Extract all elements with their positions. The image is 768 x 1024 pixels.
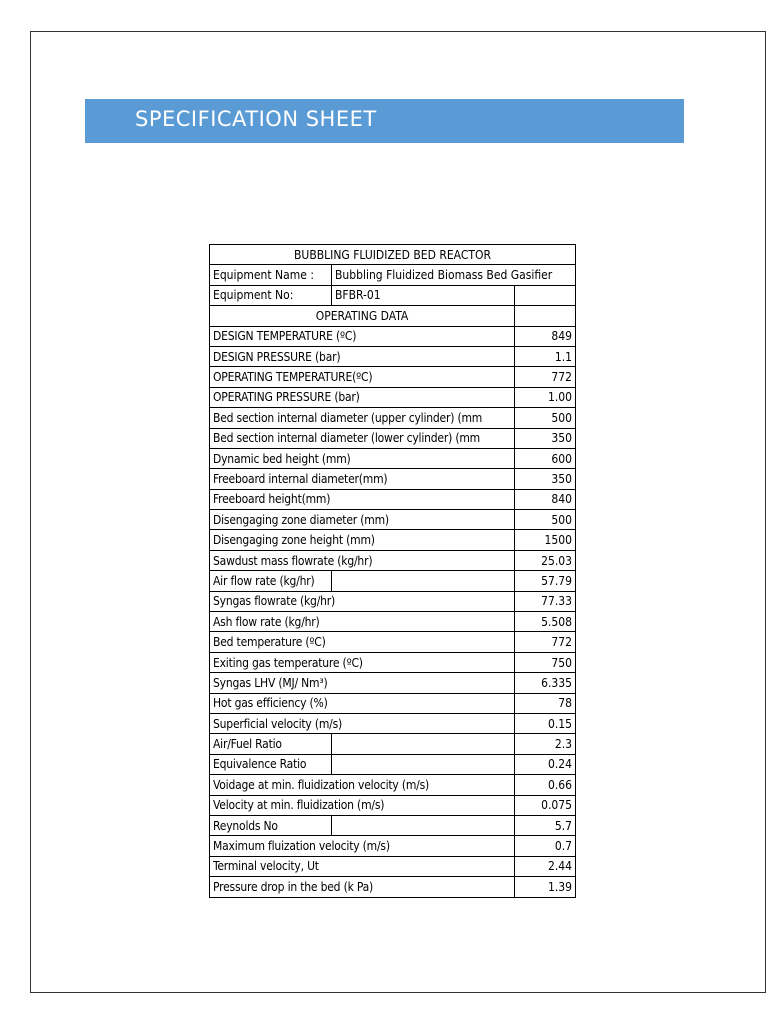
row-value: 5.7 [515, 815, 576, 835]
table-row [210, 326, 576, 346]
row-value: 25.03 [515, 550, 576, 570]
row-value: 750 [515, 652, 576, 672]
row-value: 57.79 [515, 571, 576, 591]
empty-cell [332, 815, 515, 835]
row-value: 1.39 [515, 877, 576, 897]
row-label: Bed section internal diameter (lower cylinder) (mm [210, 428, 515, 448]
empty-cell [332, 734, 515, 754]
row-label: Air flow rate (kg/hr) [210, 571, 332, 591]
row-value: 5.508 [515, 612, 576, 632]
row-label: Velocity at min. fluidization (m/s) [210, 795, 515, 815]
row-label: Disengaging zone height (mm) [210, 530, 515, 550]
page-title: SPECIFICATION SHEET [135, 107, 377, 131]
row-label: OPERATING TEMPERATURE(ºC) [210, 367, 515, 387]
table-row [210, 815, 576, 835]
row-value: 772 [515, 632, 576, 652]
table-row [210, 448, 576, 468]
table-row [210, 795, 576, 815]
row-value: 500 [515, 408, 576, 428]
table-row [210, 469, 576, 489]
table-row [210, 693, 576, 713]
row-label: OPERATING PRESSURE (bar) [210, 387, 515, 407]
empty-cell [332, 754, 515, 774]
table-row [210, 877, 576, 897]
row-value: 500 [515, 510, 576, 530]
row-value: 2.44 [515, 856, 576, 876]
table-row [210, 713, 576, 733]
row-label: Syngas LHV (MJ/ Nm³) [210, 673, 515, 693]
row-label: Freeboard internal diameter(mm) [210, 469, 515, 489]
equipment-no-value: BFBR-01 [332, 285, 515, 305]
row-value: 849 [515, 326, 576, 346]
row-label: Dynamic bed height (mm) [210, 448, 515, 468]
row-label: Air/Fuel Ratio [210, 734, 332, 754]
table-row [210, 387, 576, 407]
table-row [210, 489, 576, 509]
empty-cell [515, 285, 576, 305]
equipment-no-row [210, 285, 576, 305]
section-heading: OPERATING DATA [210, 306, 515, 326]
row-label: Disengaging zone diameter (mm) [210, 510, 515, 530]
row-value: 0.66 [515, 775, 576, 795]
empty-cell [515, 306, 576, 326]
row-value: 2.3 [515, 734, 576, 754]
row-value: 77.33 [515, 591, 576, 611]
row-label: Sawdust mass flowrate (kg/hr) [210, 550, 515, 570]
row-value: 772 [515, 367, 576, 387]
row-value: 1.00 [515, 387, 576, 407]
table-row [210, 367, 576, 387]
specification-table [209, 244, 576, 898]
equipment-name-row [210, 265, 576, 285]
row-label: Exiting gas temperature (ºC) [210, 652, 515, 672]
row-value: 1.1 [515, 346, 576, 366]
row-value: 600 [515, 448, 576, 468]
table-row [210, 836, 576, 856]
section-heading-row [210, 306, 576, 326]
table-row [210, 632, 576, 652]
row-value: 350 [515, 469, 576, 489]
equipment-no-label: Equipment No: [210, 285, 332, 305]
table-row [210, 408, 576, 428]
row-value: 350 [515, 428, 576, 448]
table-title-row [210, 245, 576, 265]
row-label: Hot gas efficiency (%) [210, 693, 515, 713]
row-label: Freeboard height(mm) [210, 489, 515, 509]
equipment-name-value: Bubbling Fluidized Biomass Bed Gasifier [332, 265, 576, 285]
row-value: 0.075 [515, 795, 576, 815]
table-row [210, 734, 576, 754]
row-label: Bed section internal diameter (upper cylinder) (mm [210, 408, 515, 428]
table-row [210, 346, 576, 366]
table-row [210, 428, 576, 448]
row-label: DESIGN PRESSURE (bar) [210, 346, 515, 366]
row-label: Reynolds No [210, 815, 332, 835]
table-row [210, 775, 576, 795]
row-value: 6.335 [515, 673, 576, 693]
row-label: Syngas flowrate (kg/hr) [210, 591, 515, 611]
row-value: 0.15 [515, 713, 576, 733]
row-label: Voidage at min. fluidization velocity (m/s) [210, 775, 515, 795]
row-value: 0.7 [515, 836, 576, 856]
table-row [210, 856, 576, 876]
row-label: Equivalence Ratio [210, 754, 332, 774]
empty-cell [332, 571, 515, 591]
table-row [210, 571, 576, 591]
row-value: 78 [515, 693, 576, 713]
row-value: 1500 [515, 530, 576, 550]
equipment-name-label: Equipment Name : [210, 265, 332, 285]
table-row [210, 754, 576, 774]
row-label: Ash flow rate (kg/hr) [210, 612, 515, 632]
row-label: Pressure drop in the bed (k Pa) [210, 877, 515, 897]
table-row [210, 591, 576, 611]
table-row [210, 530, 576, 550]
row-label: Terminal velocity, Ut [210, 856, 515, 876]
table-title: BUBBLING FLUIDIZED BED REACTOR [210, 245, 576, 265]
table-row [210, 673, 576, 693]
table-row [210, 510, 576, 530]
table-row [210, 550, 576, 570]
row-label: Superficial velocity (m/s) [210, 713, 515, 733]
row-label: DESIGN TEMPERATURE (ºC) [210, 326, 515, 346]
row-label: Maximum fluization velocity (m/s) [210, 836, 515, 856]
table-row [210, 612, 576, 632]
row-label: Bed temperature (ºC) [210, 632, 515, 652]
row-value: 0.24 [515, 754, 576, 774]
row-value: 840 [515, 489, 576, 509]
table-row [210, 652, 576, 672]
title-banner [85, 99, 684, 143]
